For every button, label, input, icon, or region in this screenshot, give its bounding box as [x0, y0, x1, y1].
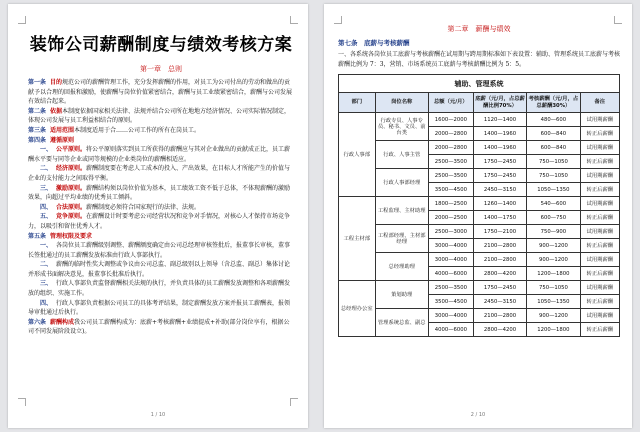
table-cell: 1750—2100	[473, 225, 526, 239]
table-cell: 600—840	[527, 127, 580, 141]
table-caption: 辅助、管理系统	[339, 75, 620, 93]
table-cell: 行政人事部	[339, 113, 376, 197]
paragraph	[28, 279, 294, 298]
table-cell: 转正后薪酬	[580, 239, 619, 253]
table-cell: 540—600	[527, 197, 580, 211]
table-cell: 策划助理	[375, 281, 428, 309]
table-cell: 2000—2800	[428, 127, 473, 141]
table-cell: 行政专员、人事专员、秘书、文员、前台类	[375, 113, 428, 141]
table-cell: 1600—2000	[428, 113, 473, 127]
table-row	[339, 113, 620, 127]
table-cell: 480—600	[527, 113, 580, 127]
paragraph	[28, 107, 294, 126]
document-page-1	[8, 4, 308, 428]
paragraph-number: 四、	[40, 299, 53, 307]
table-cell: 总经理助理	[375, 253, 428, 281]
paragraph-heading: 遵循原则	[50, 136, 75, 144]
page-number: 1 / 10	[150, 412, 166, 418]
paragraph	[28, 136, 294, 146]
table-cell: 750—900	[527, 225, 580, 239]
table-cell: 转正后薪酬	[580, 267, 619, 281]
paragraph-text: 规范公司的薪酬管理工作，充分发挥薪酬的作用，对员工为公司付出的劳动和做出的贡献予以合理的回报和激励，使薪酬与岗位价值紧密结合，薪酬与员工业绩紧密结合，薪酬与公司发展有效结合起来。	[28, 79, 293, 106]
page-corner-mark	[290, 398, 298, 406]
paragraph-text: 本制度依据国家相关法律、法规并结合公司所在地地方经济情况、公司实际情况制定，体现公司发展与员工利益相结合的原则。	[28, 107, 291, 125]
table-row	[339, 141, 620, 155]
table-cell: 试用期薪酬	[580, 253, 619, 267]
page-2-content[interactable]	[338, 22, 620, 337]
table-cell: 1200—1800	[527, 267, 580, 281]
paragraph-heading: 适用范围	[50, 126, 75, 134]
table-cell: 900—1200	[527, 309, 580, 323]
document-page-2	[324, 4, 632, 428]
table-cell: 750—1050	[527, 169, 580, 183]
paragraph-heading: 依据	[50, 107, 63, 115]
table-cell: 转正后薪酬	[580, 127, 619, 141]
table-cell: 行政、人事主管	[375, 141, 428, 169]
table-cell: 1200—1800	[527, 323, 580, 337]
paragraph-heading: 管理权限及要求	[50, 232, 93, 240]
table-cell: 试用期薪酬	[580, 113, 619, 127]
paragraph	[28, 260, 294, 279]
table-cell: 3000—4000	[428, 253, 473, 267]
table-cell: 转正后薪酬	[580, 183, 619, 197]
paragraph	[28, 203, 294, 213]
table-cell: 750—1050	[527, 155, 580, 169]
table-row	[339, 197, 620, 211]
paragraph-number: 一、	[40, 242, 53, 250]
document-title: 装饰公司薪酬制度与绩效考核方案	[29, 35, 293, 55]
paragraph-number: 三、	[40, 280, 53, 288]
paragraph-number: 三、	[40, 184, 53, 192]
table-row	[339, 169, 620, 183]
paragraph-heading: 竞争原则。	[56, 213, 87, 221]
paragraph	[28, 126, 294, 136]
table-cell: 试用期薪酬	[580, 197, 619, 211]
table-cell: 3000—4000	[428, 309, 473, 323]
table-cell: 试用期薪酬	[580, 141, 619, 155]
table-cell: 1120—1400	[473, 113, 526, 127]
paragraph-number: 二、	[40, 261, 53, 269]
table-header: 岗位名称	[375, 93, 428, 113]
paragraph-text: 我公司员工薪酬构成为：底薪+考核薪酬+业绩提成+补助(部分岗位享有，根据公司不同发展阶段设立)。	[28, 318, 290, 336]
page-corner-mark	[18, 398, 26, 406]
paragraph-number: 第五条	[28, 232, 47, 240]
paragraph-number: 第二条	[28, 107, 47, 115]
table-row	[339, 281, 620, 295]
table-cell: 1750—2450	[473, 281, 526, 295]
page-number: 2 / 10	[470, 412, 486, 418]
table-cell: 试用期薪酬	[580, 169, 619, 183]
paragraph-number: 五、	[40, 213, 53, 221]
table-cell: 试用期薪酬	[580, 225, 619, 239]
table-cell: 工程部经理、主材部经理	[375, 225, 428, 253]
table-cell: 2800—4200	[473, 267, 526, 281]
paragraph	[28, 78, 294, 107]
table-cell: 900—1200	[527, 239, 580, 253]
salary-table	[338, 74, 620, 337]
page-1-content[interactable]	[28, 30, 294, 337]
paragraph-heading: 经济原则。	[56, 165, 87, 173]
chapter-1-heading: 第一章 总则	[140, 65, 182, 73]
paragraph-number: 第三条	[28, 126, 47, 134]
table-cell: 2500—3000	[428, 225, 473, 239]
paragraph-number: 四、	[40, 203, 53, 211]
paragraph-heading: 激励原则。	[56, 184, 87, 192]
table-cell: 4000—6000	[428, 323, 473, 337]
table-cell: 试用期薪酬	[580, 309, 619, 323]
table-cell: 总经理办公室	[339, 281, 376, 337]
paragraph	[28, 145, 294, 164]
table-header: 部门	[339, 93, 376, 113]
table-cell: 600—750	[527, 211, 580, 225]
paragraph-text: 薪酬制度必须符合国家现行的法律、法规。	[86, 203, 201, 211]
paragraph-number: 第一条	[28, 79, 47, 86]
paragraph-number: 第六条	[28, 318, 47, 326]
table-cell: 1050—1350	[527, 295, 580, 309]
table-cell: 2000—2800	[428, 141, 473, 155]
paragraph-text: 各岗位员工薪酬级别调整、薪酬额度确定由公司总经理审核签批后，报董事长审核，董事长签批通过的员工薪酬发放标准由行政人事部执行。	[28, 242, 291, 259]
table-cell: 2000—2500	[428, 211, 473, 225]
table-cell: 2500—3500	[428, 169, 473, 183]
paragraph-number: 第四条	[28, 136, 47, 144]
table-cell: 行政人事部经理	[375, 169, 428, 197]
paragraph-text: 薪酬制度要在考虑人工成本的投入、产出效果，在目标人才所能产生的价值与企业的支付能力之间取得平衡。	[28, 165, 291, 182]
table-cell: 工程监理、主材助理	[375, 197, 428, 225]
table-header: 备注	[580, 93, 619, 113]
paragraph-text: 薪酬的临时性奖大调整或争议由公司总监、副总级别以上领导（含总监、副总）集体讨论并形成书面解决意见，报董事长批准后执行。	[28, 261, 291, 278]
paragraph-text: 行政人事部负责根据公司员工的具体考评结果，制定薪酬发放方案并报员工薪酬表，报领导审批通过后执行。	[28, 299, 291, 317]
table-cell: 转正后薪酬	[580, 155, 619, 169]
paragraph-heading: 公平原则。	[56, 146, 87, 154]
table-cell: 1260—1400	[473, 197, 526, 211]
paragraph-number: 一、	[40, 146, 53, 154]
intro-paragraph: 一、各系统各岗位员工底薪与考核薪酬在试用期与跨用期标准如下表设置：辅助、管理系统员工底薪与考核薪酬比例为 7：3，营销、市场系统员工底薪与考核薪酬比例为 5：5。	[338, 51, 621, 68]
table-row	[339, 309, 620, 323]
page-corner-mark	[18, 16, 26, 24]
paragraph-heading: 目的	[50, 79, 63, 86]
table-cell: 2800—4200	[473, 323, 526, 337]
table-cell: 750—1050	[527, 281, 580, 295]
paragraph-text: 行政人事部负责监督薪酬相关法规的执行，并负责具体的员工薪酬发放调整和各项薪酬发放的组织、实施工作。	[28, 280, 291, 298]
table-row	[339, 253, 620, 267]
page-footer	[324, 412, 632, 418]
table-cell: 1400—1960	[473, 127, 526, 141]
table-cell: 转正后薪酬	[580, 211, 619, 225]
paragraph	[28, 299, 294, 318]
page-corner-mark	[290, 16, 298, 24]
table-cell: 900—1200	[527, 253, 580, 267]
table-cell: 3500—4500	[428, 295, 473, 309]
table-cell: 转正后薪酬	[580, 295, 619, 309]
paragraph-text: 薪酬结构须以岗位价值为基本，员工绩效工资不低于总体，不体现薪酬的激励效果，向超过平均业绩的优秀员工倾斜。	[28, 184, 291, 202]
table-cell: 1050—1350	[527, 183, 580, 197]
paragraph-heading: 合法原则。	[56, 203, 87, 211]
page-footer	[8, 412, 308, 418]
paragraph-text: 将公平原则落实到员工所获得的薪酬应与其对企业做出的贡献成正比，员工薪酬水平要与同等企业或同等规模的企业类岗位的薪酬相适应。	[28, 146, 291, 163]
table-cell: 2450—3150	[473, 183, 526, 197]
paragraph	[28, 232, 294, 242]
paragraph	[28, 164, 294, 183]
chapter-2-heading: 第二章 薪酬与绩效	[447, 25, 511, 33]
table-cell: 3500—4500	[428, 183, 473, 197]
paragraph-list	[28, 78, 294, 337]
table-header: 总额（元/月）	[428, 93, 473, 113]
table-cell: 1800—2500	[428, 197, 473, 211]
table-cell: 管理系统总监、副总	[375, 309, 428, 337]
table-cell: 2450—3150	[473, 295, 526, 309]
table-cell: 2500—3500	[428, 155, 473, 169]
table-cell: 600—840	[527, 141, 580, 155]
table-cell: 转正后薪酬	[580, 323, 619, 337]
paragraph-heading: 薪酬构成	[50, 318, 75, 326]
paragraph-text: 在薪酬设计时要考虑公司经营状况和竞争对手情况，对核心人才保持市场竞争力，以吸引和留住优秀人才。	[28, 213, 291, 230]
table-header: 底薪（元/月，占总薪酬比例70%）	[473, 93, 526, 113]
table-cell: 1750—2450	[473, 169, 526, 183]
paragraph-number: 二、	[40, 165, 53, 173]
table-cell: 3000—4000	[428, 239, 473, 253]
table-cell: 2500—3500	[428, 281, 473, 295]
table-row	[339, 225, 620, 239]
table-cell: 2100—2800	[473, 239, 526, 253]
paragraph-text: 本制度适用于合……公司工作的所有在岗员工。	[74, 126, 201, 134]
table-cell: 4000—6000	[428, 267, 473, 281]
table-header: 考核薪酬（元/月，占总薪酬30%）	[527, 93, 580, 113]
section-title: 第七条 底薪与考核薪酬	[338, 39, 410, 47]
table-cell: 1400—1750	[473, 211, 526, 225]
paragraph	[28, 241, 294, 260]
table-cell: 2100—2800	[473, 253, 526, 267]
paragraph	[28, 212, 294, 231]
paragraph	[28, 318, 294, 337]
table-cell: 试用期薪酬	[580, 281, 619, 295]
paragraph	[28, 184, 294, 203]
table-cell: 2100—2800	[473, 309, 526, 323]
table-cell: 工程主材部	[339, 197, 376, 281]
table-cell: 1400—1960	[473, 141, 526, 155]
table-cell: 1750—2450	[473, 155, 526, 169]
